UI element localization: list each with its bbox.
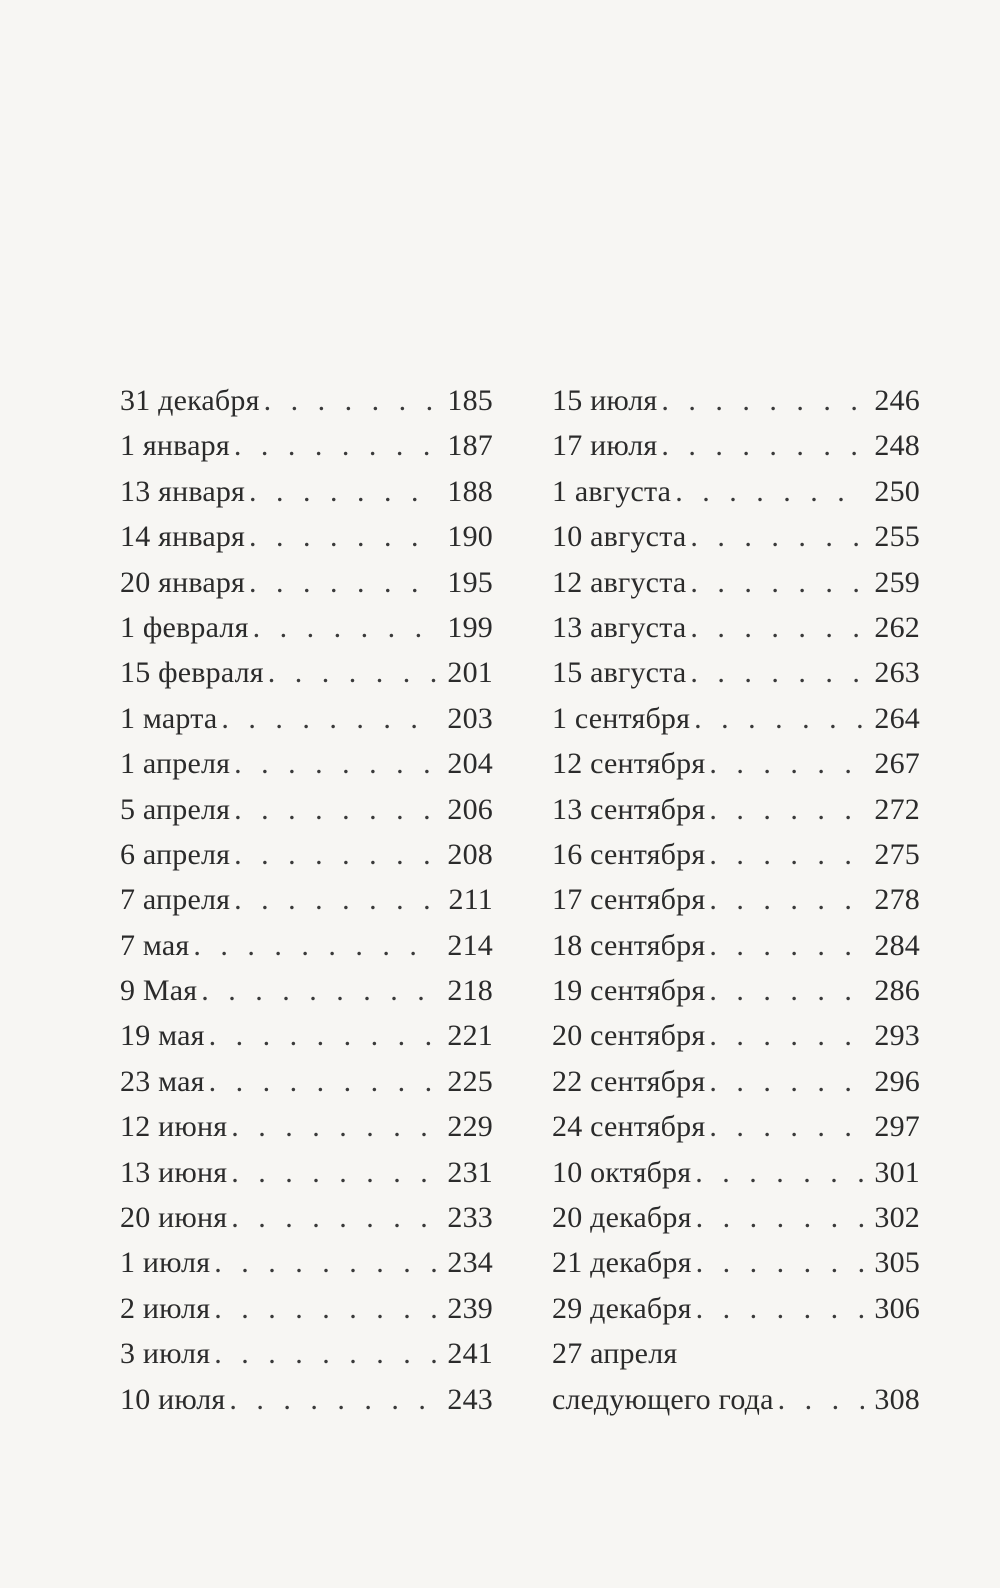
toc-entry-label: 19 мая bbox=[120, 1019, 205, 1053]
toc-entry-page-number: 243 bbox=[447, 1382, 493, 1416]
toc-entry bbox=[120, 469, 493, 514]
toc-entry-page-number: 302 bbox=[874, 1201, 920, 1235]
toc-entry-page-number: 262 bbox=[874, 610, 920, 644]
dot-leader bbox=[234, 877, 437, 922]
toc-entry bbox=[120, 650, 493, 695]
toc-entry bbox=[552, 832, 920, 877]
toc-entry-label: 21 декабря bbox=[552, 1246, 692, 1280]
toc-entry-label: 13 августа bbox=[552, 610, 687, 644]
toc-entry-page-number: 305 bbox=[874, 1246, 920, 1280]
toc-entry-page-number: 185 bbox=[447, 384, 493, 417]
toc-entry bbox=[120, 696, 493, 741]
toc-column-left bbox=[120, 378, 493, 1422]
toc-entry bbox=[552, 1059, 920, 1104]
toc-entry-label: 31 декабря bbox=[120, 384, 260, 417]
toc-entry-page-number: 204 bbox=[447, 747, 493, 781]
toc-entry bbox=[552, 1286, 920, 1331]
toc-entry-page-number: 218 bbox=[447, 974, 493, 1008]
dot-leader bbox=[690, 514, 864, 559]
toc-entry-page-number: 233 bbox=[447, 1201, 493, 1235]
dot-leader bbox=[209, 1013, 437, 1058]
dot-leader bbox=[709, 1104, 864, 1149]
toc-entry bbox=[552, 787, 920, 832]
dot-leader bbox=[234, 741, 437, 786]
dot-leader bbox=[694, 696, 864, 741]
dot-leader bbox=[234, 423, 437, 468]
dot-leader bbox=[709, 1059, 864, 1104]
toc-entry bbox=[120, 1104, 493, 1149]
toc-entry-label: 10 июля bbox=[120, 1382, 226, 1416]
toc-entry bbox=[120, 1195, 493, 1240]
toc-entry-page-number: 225 bbox=[447, 1064, 493, 1098]
toc-entry-label: 1 апреля bbox=[120, 747, 231, 781]
toc-entry-label: 1 сентября bbox=[552, 701, 691, 735]
toc-entry-page-number: 206 bbox=[447, 792, 493, 826]
toc-entry-page-number: 301 bbox=[874, 1155, 920, 1189]
toc-entry-page-number: 203 bbox=[447, 701, 493, 735]
toc-entry-page-number: 211 bbox=[448, 883, 493, 917]
toc-entry bbox=[552, 1195, 920, 1240]
toc-entry-page-number: 241 bbox=[447, 1337, 493, 1371]
toc-entry-page-number: 239 bbox=[447, 1291, 493, 1325]
toc-entry-label: 17 июля bbox=[552, 429, 658, 463]
toc-entry-page-number: 190 bbox=[447, 520, 493, 554]
toc-entry bbox=[120, 514, 493, 559]
toc-entry-label: 12 августа bbox=[552, 565, 687, 599]
toc-entry bbox=[552, 650, 920, 695]
toc-entry bbox=[552, 514, 920, 559]
toc-entry bbox=[120, 787, 493, 832]
toc-entry-label: 1 июля bbox=[120, 1246, 211, 1280]
toc-entry-label: 20 июня bbox=[120, 1201, 228, 1235]
toc-entry-page-number: 221 bbox=[447, 1019, 493, 1053]
toc-entry-label: 13 сентября bbox=[552, 792, 706, 826]
toc-entry-label: 6 апреля bbox=[120, 837, 231, 871]
toc-entry bbox=[552, 696, 920, 741]
toc-entry-page-number: 195 bbox=[447, 565, 493, 599]
dot-leader bbox=[690, 605, 864, 650]
toc-entry bbox=[120, 1059, 493, 1104]
toc-entry-label: 13 января bbox=[120, 474, 246, 508]
dot-leader bbox=[234, 787, 437, 832]
dot-leader bbox=[778, 1377, 864, 1422]
toc-entry-label: 15 июля bbox=[552, 384, 658, 417]
toc-entry-page-number: 246 bbox=[874, 384, 920, 417]
toc-entry-page-number: 278 bbox=[874, 883, 920, 917]
dot-leader bbox=[709, 923, 864, 968]
dot-leader bbox=[249, 469, 437, 514]
toc-entry bbox=[552, 560, 920, 605]
dot-leader bbox=[696, 1286, 864, 1331]
toc-entry bbox=[120, 1331, 493, 1376]
toc-entry-page-number: 286 bbox=[874, 974, 920, 1008]
toc-entry-label: 1 марта bbox=[120, 701, 218, 735]
toc-entry-page-number: 201 bbox=[447, 656, 493, 690]
dot-leader bbox=[231, 1104, 437, 1149]
toc-entry-page-number: 199 bbox=[447, 610, 493, 644]
dot-leader bbox=[229, 1377, 437, 1422]
toc-entry bbox=[120, 1377, 493, 1422]
toc-entry-label: 1 января bbox=[120, 429, 230, 463]
dot-leader bbox=[214, 1240, 437, 1285]
toc-entry-label: 23 мая bbox=[120, 1064, 205, 1098]
toc-entry bbox=[120, 877, 493, 922]
dot-leader bbox=[209, 1059, 437, 1104]
toc-entry-label: 20 декабря bbox=[552, 1201, 692, 1235]
toc-entry-page-number: 188 bbox=[447, 474, 493, 508]
toc-entry bbox=[120, 741, 493, 786]
toc-entry-label: 2 июля bbox=[120, 1291, 211, 1325]
toc-entry bbox=[120, 832, 493, 877]
toc-entry-page-number: 293 bbox=[874, 1019, 920, 1053]
toc-entry-page-number: 308 bbox=[874, 1382, 920, 1416]
dot-leader bbox=[214, 1331, 437, 1376]
toc-entry-label: 1 августа bbox=[552, 474, 672, 508]
toc-entry bbox=[120, 1013, 493, 1058]
dot-leader bbox=[231, 1195, 437, 1240]
dot-leader bbox=[696, 1240, 864, 1285]
toc-entry-label: 10 октября bbox=[552, 1155, 692, 1189]
toc-entry bbox=[552, 378, 920, 423]
dot-leader bbox=[695, 1150, 864, 1195]
dot-leader bbox=[231, 1150, 437, 1195]
toc-entry bbox=[552, 1013, 920, 1058]
toc-entry-page-number: 248 bbox=[874, 429, 920, 463]
toc-entry-label: 29 декабря bbox=[552, 1291, 692, 1325]
toc-entry-page-number: 264 bbox=[874, 701, 920, 735]
toc-entry bbox=[120, 560, 493, 605]
dot-leader bbox=[249, 514, 437, 559]
toc-entry-label: 24 сентября bbox=[552, 1110, 706, 1144]
toc-entry bbox=[552, 1240, 920, 1285]
dot-leader bbox=[661, 378, 864, 423]
toc-entry bbox=[552, 423, 920, 468]
toc-entry-page-number: 229 bbox=[447, 1110, 493, 1144]
toc-entry-page-number: 208 bbox=[447, 837, 493, 871]
toc-entry bbox=[120, 605, 493, 650]
toc-entry-label: следующего года bbox=[552, 1382, 774, 1416]
toc-entry-label: 20 сентября bbox=[552, 1019, 706, 1053]
toc-entry-label: 27 апреля bbox=[552, 1337, 678, 1371]
toc-entry bbox=[120, 423, 493, 468]
dot-leader bbox=[675, 469, 864, 514]
toc-entry-label: 7 апреля bbox=[120, 883, 231, 917]
toc-entry bbox=[552, 1331, 920, 1376]
toc-entry-page-number: 284 bbox=[874, 928, 920, 962]
dot-leader bbox=[234, 832, 437, 877]
toc-entry-label: 17 сентября bbox=[552, 883, 706, 917]
toc-entry-label: 22 сентября bbox=[552, 1064, 706, 1098]
toc-entry bbox=[120, 1286, 493, 1331]
toc-entry-label: 10 августа bbox=[552, 520, 687, 554]
toc-entry-page-number: 296 bbox=[874, 1064, 920, 1098]
toc-entry-label: 15 февраля bbox=[120, 656, 264, 690]
toc-entry-page-number: 255 bbox=[874, 520, 920, 554]
dot-leader bbox=[268, 650, 437, 695]
toc-entry-label: 12 июня bbox=[120, 1110, 228, 1144]
toc-entry bbox=[552, 1377, 920, 1422]
toc-entry-label: 1 февраля bbox=[120, 610, 249, 644]
dot-leader bbox=[661, 423, 864, 468]
toc-entry bbox=[552, 1104, 920, 1149]
toc-entry bbox=[120, 968, 493, 1013]
toc-entry-label: 19 сентября bbox=[552, 974, 706, 1008]
dot-leader bbox=[221, 696, 437, 741]
dot-leader bbox=[690, 650, 864, 695]
toc-entry-label: 13 июня bbox=[120, 1155, 228, 1189]
toc-entry bbox=[552, 877, 920, 922]
toc-entry-page-number: 272 bbox=[874, 792, 920, 826]
toc-entry-label: 15 августа bbox=[552, 656, 687, 690]
toc-entry bbox=[552, 923, 920, 968]
toc-entry bbox=[120, 1150, 493, 1195]
toc-entry-label: 3 июля bbox=[120, 1337, 211, 1371]
dot-leader bbox=[709, 1013, 864, 1058]
toc-entry-page-number: 263 bbox=[874, 656, 920, 690]
toc-entry bbox=[552, 968, 920, 1013]
toc-column-right bbox=[552, 378, 920, 1422]
dot-leader bbox=[709, 968, 864, 1013]
toc-entry-page-number: 306 bbox=[874, 1291, 920, 1325]
toc-entry-label: 14 января bbox=[120, 520, 246, 554]
dot-leader bbox=[696, 1195, 864, 1240]
toc-entry bbox=[120, 1240, 493, 1285]
toc-entry bbox=[552, 605, 920, 650]
toc-entry-label: 7 мая bbox=[120, 928, 190, 962]
toc-entry bbox=[552, 741, 920, 786]
toc-entry-page-number: 267 bbox=[874, 747, 920, 781]
toc-entry-label: 18 сентября bbox=[552, 928, 706, 962]
toc-entry bbox=[552, 1150, 920, 1195]
toc-entry-label: 12 сентября bbox=[552, 747, 706, 781]
dot-leader bbox=[690, 560, 864, 605]
toc-entry bbox=[552, 469, 920, 514]
toc-entry-label: 16 сентября bbox=[552, 837, 706, 871]
toc-entry-page-number: 214 bbox=[447, 928, 493, 962]
dot-leader bbox=[709, 787, 864, 832]
toc-entry-page-number: 234 bbox=[447, 1246, 493, 1280]
dot-leader bbox=[253, 605, 437, 650]
toc-entry-page-number: 250 bbox=[874, 474, 920, 508]
toc-entry-page-number: 275 bbox=[874, 837, 920, 871]
toc-entry bbox=[120, 378, 493, 423]
dot-leader bbox=[249, 560, 437, 605]
dot-leader bbox=[214, 1286, 437, 1331]
toc-entry-label: 20 января bbox=[120, 565, 246, 599]
toc-entry-label: 9 Мая bbox=[120, 974, 198, 1008]
table-of-contents bbox=[120, 378, 920, 1422]
dot-leader bbox=[709, 832, 864, 877]
dot-leader bbox=[193, 923, 437, 968]
dot-leader bbox=[709, 741, 864, 786]
toc-entry bbox=[120, 923, 493, 968]
toc-entry-page-number: 187 bbox=[447, 429, 493, 463]
dot-leader bbox=[709, 877, 864, 922]
dot-leader bbox=[201, 968, 437, 1013]
dot-leader bbox=[264, 378, 437, 423]
toc-entry-page-number: 297 bbox=[874, 1110, 920, 1144]
toc-entry-label: 5 апреля bbox=[120, 792, 231, 826]
toc-entry-page-number: 231 bbox=[447, 1155, 493, 1189]
toc-entry-page-number: 259 bbox=[874, 565, 920, 599]
